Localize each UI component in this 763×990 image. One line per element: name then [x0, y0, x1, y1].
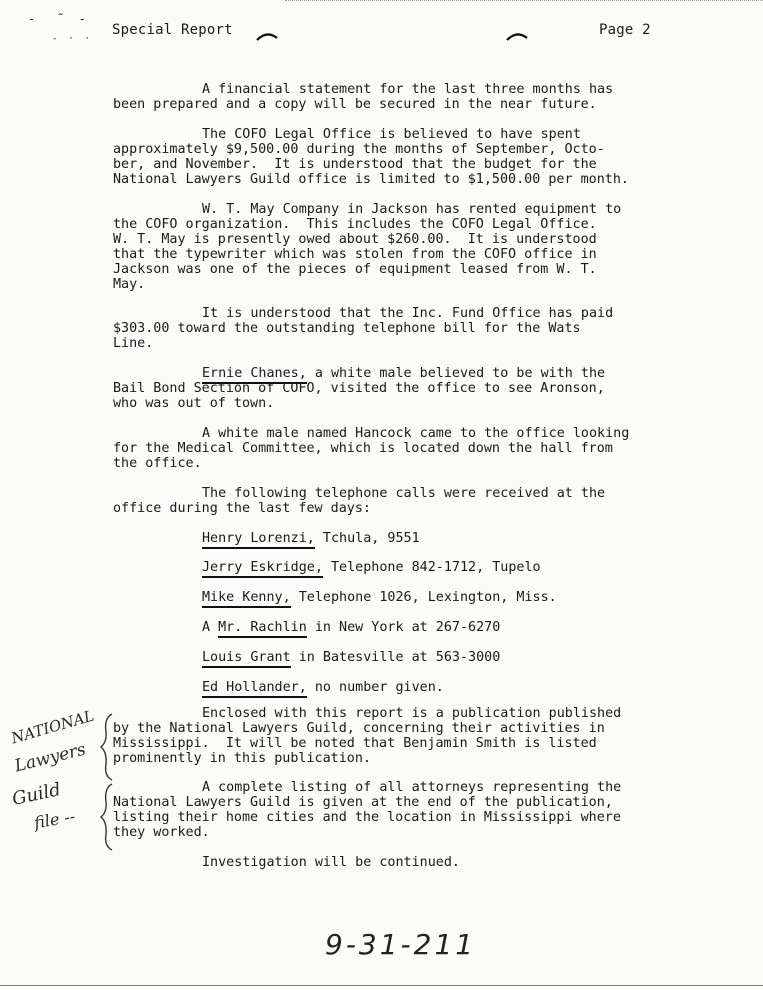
- call-detail: no number given.: [306, 679, 444, 695]
- caller-name: Jerry Eskridge,: [202, 560, 323, 578]
- margin-brace-lower: [98, 782, 116, 852]
- page-number: Page 2: [599, 22, 651, 38]
- paragraph-calls-intro-text: The following telephone calls were received at the office during the last few days:: [113, 485, 606, 516]
- header-mark-left: [255, 30, 279, 42]
- call-entry: [202, 531, 693, 546]
- paragraph-inc-fund-text: It is understood that the Inc. Fund Office has paid $303.00 toward the outstanding telephone bill for the Wats Line.: [113, 306, 614, 352]
- paragraph-listing-text: A complete listing of all attorneys representing the National Lawyers Guild is given at the end of the publication, listing their home cities and the location in Mississippi where they worked.: [113, 780, 622, 841]
- call-detail: Telephone 842-1712, Tupelo: [322, 560, 541, 576]
- top-dotted-rule: [285, 0, 763, 1]
- call-entry: [202, 680, 693, 695]
- handwritten-note-line2: Lawyers: [12, 739, 88, 777]
- paragraph-closing-text: Investigation will be continued.: [202, 855, 460, 871]
- call-entry: [202, 560, 693, 575]
- handwritten-file-number: 9-31-211: [325, 928, 477, 961]
- call-prefix: A: [202, 619, 219, 635]
- chanes-rest: Bail Bond Section of COFO, visited the office to see Aronson, who was out of town.: [113, 381, 605, 412]
- paragraph-wt-may-text: W. T. May Company in Jackson has rented equipment to the COFO organization. This includes the COFO Legal Office. W. T. May is presently owed about $260.00. It is understood that the typewriter which was stolen from the COFO office in Jackson was one of the pieces of equipment leased from W. T. May.: [113, 201, 622, 292]
- corner-mark: - ˜ -: [28, 12, 86, 26]
- caller-name: Mike Kenny,: [202, 590, 291, 608]
- paragraph-wt-may: [113, 202, 693, 292]
- chanes-name: Ernie Chanes,: [202, 366, 307, 384]
- report-title: Special Report: [112, 22, 233, 38]
- call-detail: Telephone 1026, Lexington, Miss.: [290, 590, 557, 606]
- call-entry: [202, 620, 693, 635]
- paragraph-legal-office: [113, 127, 693, 187]
- paragraph-financial: [113, 82, 693, 112]
- caller-name: Henry Lorenzi,: [202, 531, 315, 549]
- report-body: [113, 82, 693, 885]
- paragraph-chanes: [113, 366, 693, 411]
- paragraph-enclosed: [113, 706, 693, 766]
- call-detail: Tchula, 9551: [314, 530, 420, 546]
- call-entry: [202, 590, 693, 605]
- paragraph-enclosed-text: Enclosed with this report is a publication published by the National Lawyers Guild, concerning their activities in Mississippi. It will be noted that Benjamin Smith is listed prominently in this publication.: [113, 705, 622, 766]
- handwritten-note-line4: file --: [32, 806, 77, 833]
- paragraph-closing: [113, 855, 693, 870]
- handwritten-note-line3: Guild: [10, 779, 63, 810]
- bottom-rule: [0, 985, 763, 986]
- telephone-call-list: [113, 531, 693, 695]
- caller-name: Ed Hollander,: [202, 680, 307, 698]
- paragraph-financial-text: A financial statement for the last three months has been prepared and a copy will be secured in the near future.: [113, 82, 614, 112]
- handwritten-note-line1: NATIONAL: [9, 706, 97, 748]
- paragraph-inc-fund: [113, 306, 693, 351]
- caller-name: Mr. Rachlin: [218, 620, 307, 638]
- paragraph-legal-office-text: The COFO Legal Office is believed to have spent approximately $9,500.00 during the months of September, Octo- ber, and November. It is understood that the budget for the National Lawyers Guild office is limited to $1,500.00 per month.: [113, 126, 629, 187]
- call-entry: [202, 650, 693, 665]
- corner-mark-2: - · ·: [52, 34, 90, 44]
- header-mark-right: [505, 30, 529, 42]
- caller-name: Louis Grant: [202, 650, 291, 668]
- margin-brace-upper: [98, 712, 116, 782]
- paragraph-calls-intro: [113, 486, 693, 516]
- chanes-line1: a white male believed to be with the: [306, 366, 606, 382]
- call-detail: in New York at 267-6270: [306, 619, 501, 635]
- call-detail: in Batesville at 563-3000: [290, 649, 501, 665]
- paragraph-listing: [113, 780, 693, 840]
- paragraph-hancock: [113, 426, 693, 471]
- paragraph-hancock-text: A white male named Hancock came to the office looking for the Medical Committee, which is located down the hall from the office.: [113, 425, 630, 471]
